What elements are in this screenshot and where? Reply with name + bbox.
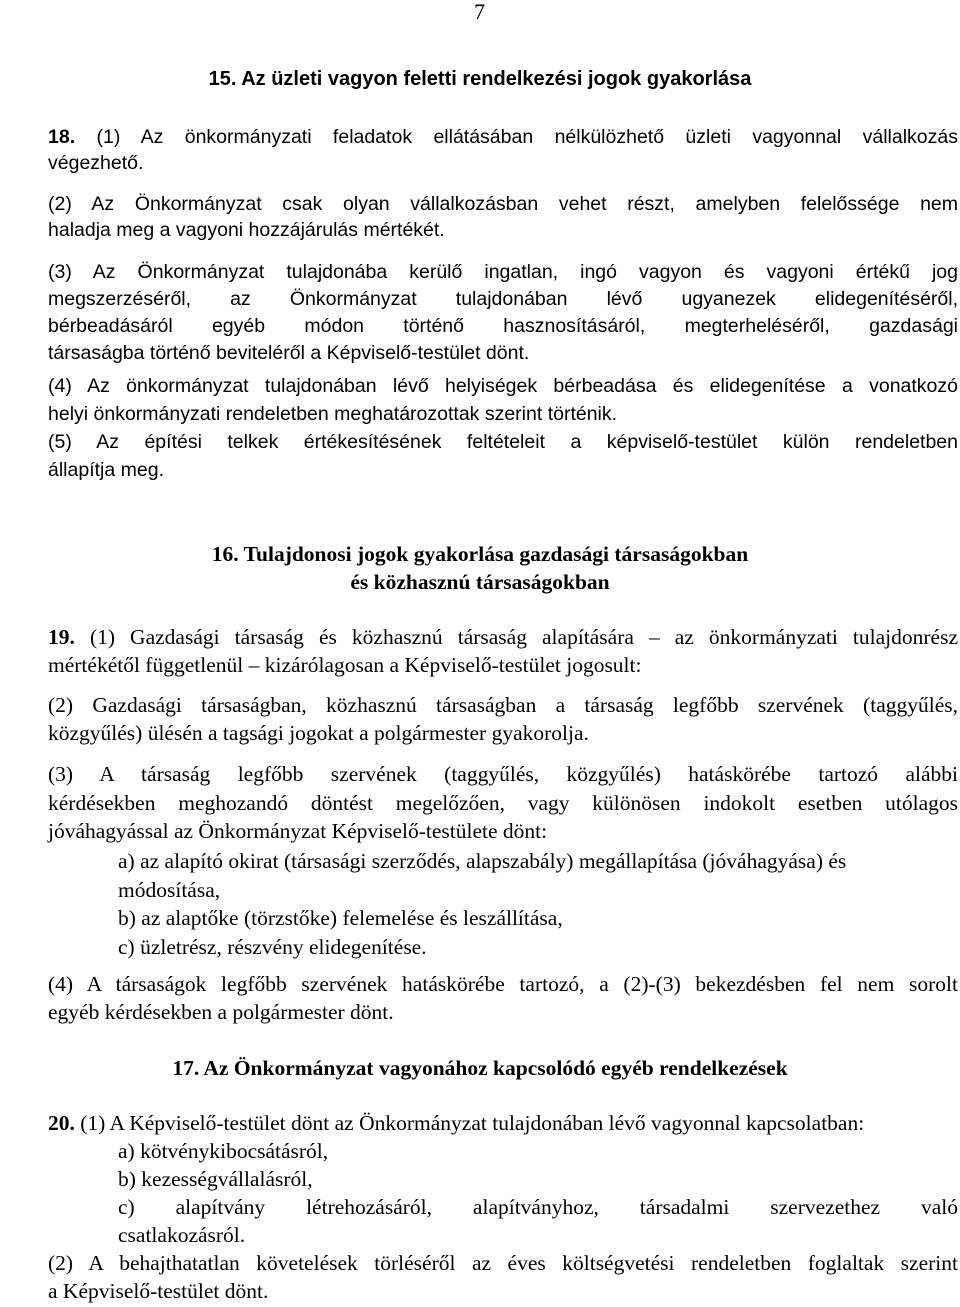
paragraph-line: jóváhagyással az Önkormányzat Képviselő-testülete dönt: [48, 819, 548, 843]
paragraph-18-4 [48, 372, 958, 428]
heading-line: 16. Tulajdonosi jogok gyakorlása gazdasági társaságokban [211, 542, 749, 566]
section-15-heading: 15. Az üzleti vagyon feletti rendelkezési jogok gyakorlása [208, 68, 752, 90]
paragraph-line: megszerzéséről, az Önkormányzat tulajdonában lévő ugyanezek elidegenítéséről, [48, 288, 958, 310]
list-item: b) az alaptőke (törzstőke) felemelése és leszállítása, [118, 906, 563, 930]
section-16-heading [0, 540, 960, 596]
paragraph-line: bérbeadásáról egyéb módon történő hasznosításáról, megterheléséről, gazdasági [48, 315, 958, 337]
list-item: módosítása, [118, 877, 221, 902]
paragraph-19-3-list [118, 847, 958, 961]
paragraph-line: (4) A társaságok legfőbb szervének hatáskörébe tartozó, a (2)-(3) bekezdésben fel nem sorolt [48, 972, 958, 996]
paragraph-line: (2) Az Önkormányzat csak olyan vállalkozásban vehet részt, amelyben felelőssége nem [48, 193, 958, 215]
page-number: 7 [474, 0, 485, 24]
paragraph-20-1 [48, 1109, 958, 1137]
paragraph-line: (2) A behajthatatlan követelések törléséről az éves költségvetési rendeletben foglaltak szerint [48, 1251, 958, 1275]
heading-line: és közhasznú társaságokban [350, 570, 610, 594]
paragraph-19-2 [48, 691, 958, 747]
paragraph-line: (3) Az Önkormányzat tulajdonába kerülő ingatlan, ingó vagyon és vagyoni értékű jog [48, 261, 958, 283]
section-number: 20. [48, 1111, 75, 1135]
paragraph-18-2 [48, 191, 958, 243]
paragraph-18-3 [48, 259, 958, 367]
paragraph-line: (4) Az önkormányzat tulajdonában lévő helyiségek bérbeadása és elidegenítése a vonatkozó [48, 375, 958, 397]
paragraph-line: kérdésekben meghozandó döntést megelőzően, vagy különösen indokolt esetben utólagos [48, 790, 958, 815]
paragraph-line: végezhető. [48, 152, 144, 174]
paragraph-line: 19. (1) Gazdasági társaság és közhasznú társaság alapítására – az önkormányzati tulajdonrész [48, 625, 959, 649]
paragraph-line: társaságba történő beviteléről a Képviselő-testület dönt. [48, 342, 530, 364]
paragraph-line: 18. (1) Az önkormányzati feladatok ellátásában nélkülözhető üzleti vagyonnal vállalkozás [48, 126, 958, 148]
paragraph-line: mértékétől függetlenül – kizárólagosan a Képviselő-testület jogosult: [48, 653, 642, 677]
paragraph-line: (5) Az építési telkek értékesítésének feltételeit a képviselő-testület külön rendeletben [48, 431, 958, 453]
paragraph-line: haladja meg a vagyoni hozzájárulás mértékét. [48, 219, 445, 241]
paragraph-line: a Képviselő-testület dönt. [48, 1279, 269, 1303]
paragraph-19-4 [48, 970, 958, 1026]
list-item: csatlakozásról. [118, 1223, 246, 1247]
paragraph-line: (2) Gazdasági társaságban, közhasznú társaságban a társaság legfőbb szervének (taggyűlés, [48, 693, 958, 717]
paragraph-19-3 [48, 760, 958, 846]
paragraph-20-2 [48, 1249, 958, 1305]
list-item: a) kötvénykibocsátásról, [118, 1139, 329, 1163]
section-17-heading: 17. Az Önkormányzat vagyonához kapcsolódó egyéb rendelkezések [172, 1056, 788, 1080]
list-item: b) kezességvállalásról, [118, 1167, 313, 1191]
paragraph-line: (3) A társaság legfőbb szervének (taggyűlés, közgyűlés) hatáskörébe tartozó alábbi [48, 762, 958, 786]
paragraph-line: 20. (1) A Képviselő-testület dönt az Önkormányzat tulajdonában lévő vagyonnal kapcsolatban: [48, 1111, 865, 1135]
list-item: c) üzletrész, részvény elidegenítése. [118, 934, 427, 959]
paragraph-18-1 [48, 124, 958, 176]
paragraph-20-1-list [118, 1137, 958, 1249]
paragraph-line: helyi önkormányzati rendeletben meghatározottak szerint történik. [48, 403, 618, 425]
section-number: 19. [48, 625, 75, 649]
list-item: c) alapítvány létrehozásáról, alapítványhoz, társadalmi szervezethez való [118, 1195, 958, 1219]
paragraph-18-5 [48, 428, 958, 484]
section-number: 18. [48, 126, 76, 148]
paragraph-19-1 [48, 623, 958, 679]
paragraph-line: közgyűlés) ülésén a tagsági jogokat a polgármester gyakorolja. [48, 721, 589, 745]
paragraph-line: egyéb kérdésekben a polgármester dönt. [48, 1000, 394, 1024]
paragraph-line: állapítja meg. [48, 459, 164, 481]
list-item: a) az alapító okirat (társasági szerződés, alapszabály) megállapítása (jóváhagyása) és [118, 849, 847, 873]
